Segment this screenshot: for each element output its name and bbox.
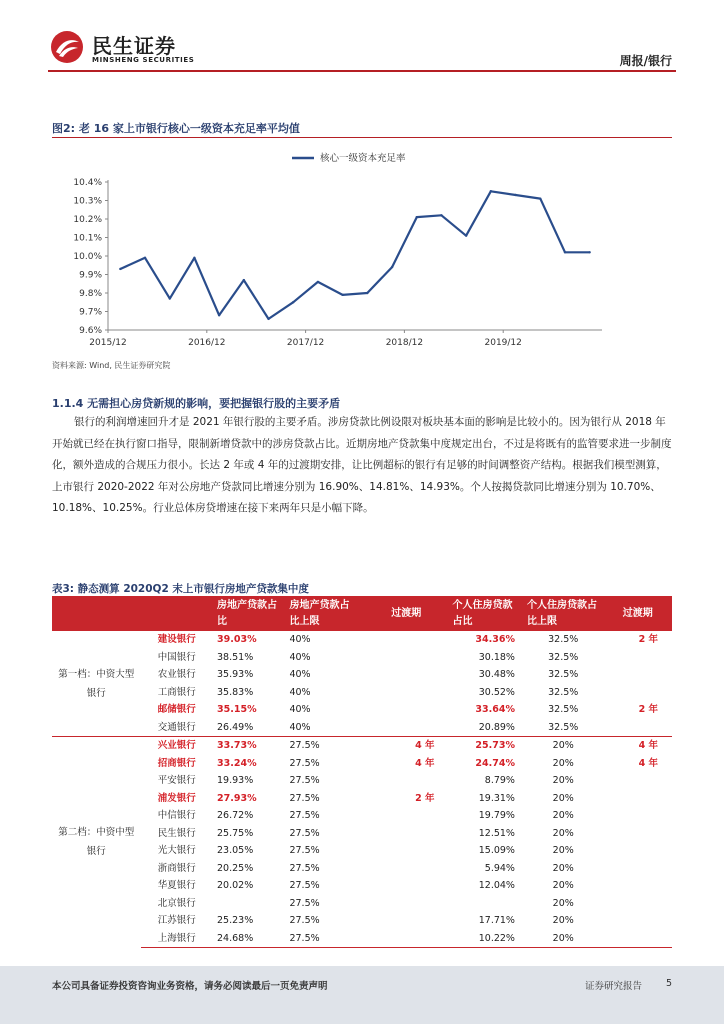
table-row [52, 825, 672, 843]
re-share: 27.93% [217, 792, 257, 804]
re-share: 38.51% [217, 651, 254, 663]
re-share: 33.73% [213, 737, 285, 755]
transition-2 [603, 719, 672, 737]
table-row [52, 842, 672, 860]
capital-ratio-chart [52, 140, 672, 355]
table-header-ph-cap: 个人住房贷款占比上限 [523, 596, 604, 631]
transition-1 [364, 825, 449, 843]
table-row [52, 666, 672, 684]
bank-name: 民生银行 [157, 827, 196, 839]
table-header-transition-1: 过渡期 [364, 596, 449, 631]
ph-cap: 32.5% [548, 634, 579, 646]
y-tick-label: 9.7% [79, 307, 102, 318]
data-point [341, 294, 343, 296]
re-cap: 27.5% [289, 792, 320, 804]
ph-share: 5.94% [484, 862, 515, 874]
transition-2 [603, 790, 672, 808]
ph-share: 24.74% [475, 757, 515, 769]
brand-name: 民生证券 [92, 34, 176, 58]
ph-cap: 32.5% [548, 651, 579, 663]
transition-1: 2 年 [415, 792, 435, 804]
bank-name: 浦发银行 [157, 792, 196, 804]
bank-name: 上海银行 [141, 930, 213, 948]
table-row [52, 807, 672, 825]
ph-cap: 20% [523, 737, 604, 755]
table-row [52, 684, 672, 702]
page-header [0, 0, 724, 80]
transition-1 [364, 631, 449, 649]
data-point [218, 314, 220, 316]
page-footer [0, 966, 724, 1024]
paragraph-text: 银行的利润增速回升才是 2021 年银行股的主要矛盾。涉房贷款比例设限对板块基本面的影响是比较小的。因为银行从 2018 年开始就已经在执行窗口指导，限制新增贷款中的涉房贷款占比。近期房地产贷款集中度规定出台，不过是将既有的监管要求进一步制度化，额外造成的合规压力很小。长达 2 年或 4 年的过渡期安排，让比例超标的银行有足够的时间调整资产结构。根据我们模型测算，上市银行 2020-2022 年对公房地产贷款同比增速分别为 16.90%、14.81%、14.93%。个人按揭贷款同比增速分别为 10.70%、10.18%、10.25%。行业总体房贷增速在接下来两年只是小幅下降。 [52, 416, 672, 514]
transition-2 [603, 825, 672, 843]
transition-2 [603, 684, 672, 702]
re-share: 24.68% [213, 930, 285, 948]
data-point [267, 318, 269, 320]
re-share: 25.75% [217, 827, 254, 839]
ph-cap: 20% [552, 827, 574, 839]
re-cap: 27.5% [289, 897, 320, 909]
table-row [52, 755, 672, 773]
table-row [52, 737, 672, 755]
data-point [391, 266, 393, 268]
re-share: 35.83% [217, 686, 254, 698]
ph-share: 12.04% [478, 880, 515, 892]
ph-cap: 20% [552, 897, 574, 909]
bank-name: 北京银行 [157, 897, 196, 909]
data-point [317, 281, 319, 283]
data-point [292, 301, 294, 303]
re-cap: 40% [289, 721, 311, 733]
data-point [514, 194, 516, 196]
table-row [52, 895, 672, 913]
transition-1 [364, 895, 449, 913]
ph-share: 8.79% [484, 775, 515, 787]
re-share [213, 895, 285, 913]
ph-share: 33.64% [475, 704, 515, 716]
transition-2: 4 年 [638, 757, 658, 769]
transition-1 [364, 930, 449, 948]
re-share: 33.24% [217, 757, 257, 769]
ph-share: 17.71% [478, 915, 515, 927]
table-row [52, 860, 672, 878]
series-line [120, 191, 589, 319]
ph-share: 25.73% [449, 737, 523, 755]
x-tick-label: 2017/12 [286, 338, 325, 348]
header-divider [48, 70, 676, 72]
y-tick-label: 10.0% [73, 252, 102, 262]
ph-share: 19.31% [478, 792, 515, 804]
table-row [52, 701, 672, 719]
bank-name: 华夏银行 [157, 880, 196, 892]
data-point [366, 292, 368, 294]
table-header-group [52, 596, 141, 631]
y-tick-label: 10.1% [73, 233, 102, 244]
y-tick-label: 10.3% [73, 196, 102, 207]
data-point [193, 257, 195, 259]
data-point [144, 257, 146, 259]
ph-cap: 32.5% [548, 686, 579, 698]
re-share: 19.93% [217, 775, 254, 787]
re-share: 20.25% [217, 862, 254, 874]
re-share: 20.02% [217, 880, 254, 892]
table-title: 表3: 静态测算 2020Q2 末上市银行房地产贷款集中度 [52, 583, 309, 595]
transition-1 [364, 719, 449, 737]
data-point [243, 279, 245, 281]
y-tick-label: 9.8% [79, 289, 102, 299]
figure-source: 资料来源: Wind, 民生证券研究院 [52, 361, 171, 370]
transition-2 [603, 860, 672, 878]
y-tick-label: 9.6% [79, 326, 102, 336]
re-share: 35.93% [217, 669, 254, 681]
re-share: 23.05% [217, 845, 254, 857]
footer-label: 证券研究报告 [585, 981, 643, 992]
data-point [588, 251, 590, 253]
ph-share: 15.09% [478, 845, 515, 857]
re-share: 39.03% [217, 634, 257, 646]
re-cap: 27.5% [289, 915, 320, 927]
transition-1 [364, 649, 449, 667]
data-point [169, 297, 171, 299]
transition-2 [603, 842, 672, 860]
re-share: 25.23% [217, 915, 254, 927]
re-cap: 27.5% [289, 845, 320, 857]
ph-cap: 20% [552, 757, 574, 769]
ph-cap: 20% [523, 930, 604, 948]
transition-1 [364, 666, 449, 684]
table-header-transition-2: 过渡期 [603, 596, 672, 631]
section-title: 1.1.4 无需担心房贷新规的影响，要把握银行股的主要矛盾 [52, 397, 341, 410]
transition-1 [364, 912, 449, 930]
table-row [52, 719, 672, 737]
re-cap: 40% [289, 686, 311, 698]
y-tick-label: 9.9% [79, 270, 102, 281]
re-cap: 27.5% [289, 827, 320, 839]
data-point [119, 268, 121, 270]
figure-title: 图2: 老 16 家上市银行核心一级资本充足率平均值 [52, 122, 300, 135]
table-row [52, 790, 672, 808]
transition-1 [364, 684, 449, 702]
bank-name: 江苏银行 [157, 915, 196, 927]
ph-cap: 20% [552, 880, 574, 892]
table-row [52, 631, 672, 649]
bank-name: 浙商银行 [157, 862, 196, 874]
ph-share: 30.52% [478, 686, 515, 698]
table-header-bank [141, 596, 213, 631]
report-type: 周报/银行 [619, 54, 672, 68]
x-tick-label: 2018/12 [385, 338, 424, 348]
ph-share: 19.79% [478, 810, 515, 822]
transition-2: 2 年 [638, 634, 658, 646]
x-tick-label: 2015/12 [89, 338, 127, 348]
section-paragraph [52, 412, 672, 520]
re-cap: 40% [289, 704, 311, 716]
transition-1 [364, 842, 449, 860]
transition-2 [603, 666, 672, 684]
data-point [490, 190, 492, 192]
data-point [465, 234, 467, 236]
bank-name: 建设银行 [157, 634, 196, 646]
x-tick-label: 2019/12 [484, 338, 522, 348]
bank-name: 招商银行 [157, 757, 196, 769]
transition-2 [603, 649, 672, 667]
re-cap: 27.5% [289, 880, 320, 892]
re-cap: 40% [289, 651, 311, 663]
transition-2 [603, 772, 672, 790]
ph-share [449, 895, 523, 913]
bank-name: 农业银行 [157, 669, 196, 681]
bank-name: 交通银行 [157, 721, 196, 733]
table-row [52, 930, 672, 948]
tier-label: 第二档：中资中型银行 [52, 737, 141, 948]
re-cap: 27.5% [285, 930, 364, 948]
bank-name: 平安银行 [157, 775, 196, 787]
bank-name: 兴业银行 [141, 737, 213, 755]
data-point [564, 251, 566, 253]
ph-share: 34.36% [475, 634, 515, 646]
transition-2 [603, 877, 672, 895]
bank-name: 中国银行 [157, 651, 196, 663]
transition-2: 2 年 [638, 704, 658, 716]
re-share: 35.15% [217, 704, 257, 716]
ph-cap: 20% [552, 845, 574, 857]
transition-1 [364, 807, 449, 825]
re-cap: 27.5% [289, 862, 320, 874]
re-cap: 40% [289, 669, 311, 681]
table-row [52, 649, 672, 667]
table-header-re-cap: 房地产贷款占比上限 [285, 596, 364, 631]
table-header-ph-share: 个人住房贷款占比 [449, 596, 523, 631]
brand-name-en: MINSHENG SECURITIES [92, 56, 195, 64]
transition-2: 4 年 [603, 737, 672, 755]
table-row [52, 772, 672, 790]
re-cap: 27.5% [285, 737, 364, 755]
re-share: 26.72% [217, 810, 254, 822]
figure-title-divider [52, 137, 672, 138]
re-cap: 40% [289, 634, 311, 646]
re-share: 26.49% [217, 721, 254, 733]
transition-2 [603, 930, 672, 948]
ph-cap: 20% [552, 915, 574, 927]
page-number: 5 [666, 978, 673, 989]
ph-cap: 32.5% [548, 704, 579, 716]
data-point [416, 216, 418, 218]
y-tick-label: 10.4% [73, 178, 102, 188]
bank-name: 光大银行 [157, 845, 196, 857]
ph-cap: 20% [552, 775, 574, 787]
transition-2 [603, 895, 672, 913]
table-header-re-share: 房地产贷款占比 [213, 596, 285, 631]
minsheng-logo-icon [50, 30, 84, 64]
bank-name: 工商银行 [157, 686, 196, 698]
table-row [52, 877, 672, 895]
ph-share: 12.51% [478, 827, 515, 839]
transition-1: 4 年 [415, 757, 435, 769]
ph-cap: 20% [552, 810, 574, 822]
re-cap: 27.5% [289, 775, 320, 787]
transition-1 [364, 877, 449, 895]
ph-cap: 20% [552, 792, 574, 804]
table-row [52, 912, 672, 930]
transition-1 [364, 772, 449, 790]
bank-name: 邮储银行 [157, 704, 196, 716]
tier-label: 第一档：中资大型银行 [58, 668, 135, 699]
table-header-row [52, 596, 672, 631]
data-point [539, 197, 541, 199]
concentration-table [52, 596, 672, 948]
ph-cap: 32.5% [548, 721, 579, 733]
re-cap: 27.5% [289, 810, 320, 822]
transition-2 [603, 807, 672, 825]
y-tick-label: 10.2% [73, 215, 102, 225]
ph-share: 20.89% [478, 721, 515, 733]
footer-disclaimer: 本公司具备证券投资咨询业务资格，请务必阅读最后一页免责声明 [52, 981, 328, 992]
ph-share: 10.22% [449, 930, 523, 948]
ph-cap: 32.5% [548, 669, 579, 681]
transition-1 [364, 860, 449, 878]
re-cap: 27.5% [289, 757, 320, 769]
ph-cap: 20% [552, 862, 574, 874]
legend-label: 核心一级资本充足率 [320, 153, 406, 164]
data-point [440, 214, 442, 216]
bank-name: 中信银行 [157, 810, 196, 822]
transition-1 [364, 701, 449, 719]
transition-2 [603, 912, 672, 930]
x-tick-label: 2016/12 [188, 338, 226, 348]
ph-share: 30.18% [478, 651, 515, 663]
transition-1: 4 年 [364, 737, 449, 755]
ph-share: 30.48% [478, 669, 515, 681]
